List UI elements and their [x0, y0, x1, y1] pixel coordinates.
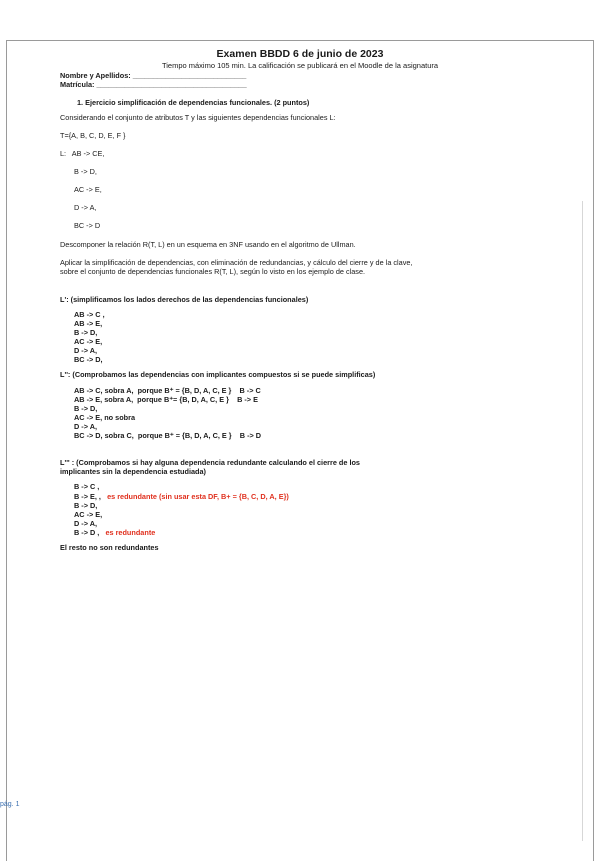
list-item: [74, 510, 560, 519]
exam-subtitle: Tiempo máximo 105 min. La calificación se publicará en el Moodle de la asignatura: [161, 61, 439, 71]
list-item: [74, 413, 560, 422]
L-item: BC -> D: [74, 221, 101, 231]
dep-text: B -> E, ,: [74, 491, 101, 501]
list-item: [74, 431, 560, 440]
document-content: [60, 48, 560, 552]
dep-text: B -> D ,: [74, 527, 100, 537]
list-item: [74, 422, 560, 431]
step1-list: [60, 310, 560, 365]
dep-reason: B -> D,: [74, 403, 98, 413]
dep-result: B -> D: [239, 431, 262, 441]
task-simplify: Aplicar la simplificación de dependencias, con eliminación de redundancias, y cálculo del cierre y de la clave, sobre el conjunto de dependencias funcionales R(T, L), según lo visto en los ejemplo de clase.: [60, 257, 413, 277]
list-item: AC -> E,: [74, 337, 103, 347]
dependency-list-L: [60, 149, 560, 231]
list-item: [74, 528, 560, 537]
L-item: D -> A,: [74, 203, 97, 213]
dep-text: D -> A,: [74, 518, 98, 528]
dep-text: AC -> E,: [74, 509, 103, 519]
step3-list: [60, 482, 560, 537]
attribute-set: T={A, B, C, D, E, F }: [60, 130, 126, 140]
list-item: [74, 501, 560, 510]
redundant-note: es redundante: [105, 527, 156, 537]
L-item: B -> D,: [74, 167, 97, 177]
list-item: [74, 519, 560, 528]
dep-reason: D -> A,: [74, 421, 98, 431]
list-item: [74, 492, 560, 501]
step3-heading: [60, 458, 560, 476]
page-margin-rule: [582, 201, 583, 841]
name-field: Nombre y Apellidos: ____________________________: [60, 70, 247, 80]
list-item: [74, 395, 560, 404]
exam-title: Examen BBDD 6 de junio de 2023: [216, 48, 384, 60]
step3-heading-line: implicantes sin la dependencia estudiada): [60, 467, 206, 477]
step2-list: [60, 386, 560, 441]
list-item: D -> A,: [74, 346, 98, 356]
dep-text: B -> C ,: [74, 482, 100, 492]
exercise-heading: 1. Ejercicio simplificación de dependencias funcionales. (2 puntos): [77, 97, 310, 107]
list-item: B -> D,: [74, 328, 98, 337]
list-item: [74, 482, 560, 491]
dep-text: B -> D,: [74, 500, 98, 510]
list-item: [74, 386, 560, 395]
list-item: AB -> E,: [74, 318, 103, 328]
task-decompose: Descomponer la relación R(T, L) en un esquema en 3NF usando en el algoritmo de Ullman.: [60, 239, 356, 249]
conclusion: El resto no son redundantes: [60, 543, 159, 553]
dep-result: B -> E: [237, 394, 258, 404]
id-field: Matrícula: _____________________________________: [60, 79, 247, 89]
step3-heading-line: L''' : (Comprobamos si hay alguna dependencia redundante calculando el cierre de los: [60, 458, 360, 468]
list-item: AB -> C ,: [74, 309, 105, 319]
list-item: BC -> D,: [74, 355, 103, 365]
page-number: pág. 1: [0, 801, 20, 808]
L-label: L:: [60, 149, 67, 159]
list-item: [74, 404, 560, 413]
exercise-intro: Considerando el conjunto de atributos T y las siguientes dependencias funcionales L:: [60, 112, 336, 122]
dep-reason: AB -> E, sobra A, porque B⁺= {B, D, A, C, E }: [74, 394, 229, 404]
dep-reason: AC -> E, no sobra: [74, 412, 136, 422]
document-page: [6, 40, 594, 861]
L-item: AC -> E,: [74, 185, 102, 195]
step2-heading: L'': (Comprobamos las dependencias con implicantes compuestos si se puede simplificas): [60, 370, 376, 380]
redundant-note: es redundante (sin usar esta DF, B+ = {B, C, D, A, E}): [107, 491, 289, 501]
dep-reason: AB -> C, sobra A, porque B⁺ = {B, D, A, C, E }: [74, 385, 232, 395]
L-item: AB -> CE,: [71, 149, 105, 159]
dep-result: B -> C: [239, 385, 261, 395]
step1-heading: L': (simplificamos los lados derechos de las dependencias funcionales): [60, 294, 309, 304]
dep-reason: BC -> D, sobra C, porque B⁺ = {B, D, A, C, E }: [74, 431, 232, 441]
